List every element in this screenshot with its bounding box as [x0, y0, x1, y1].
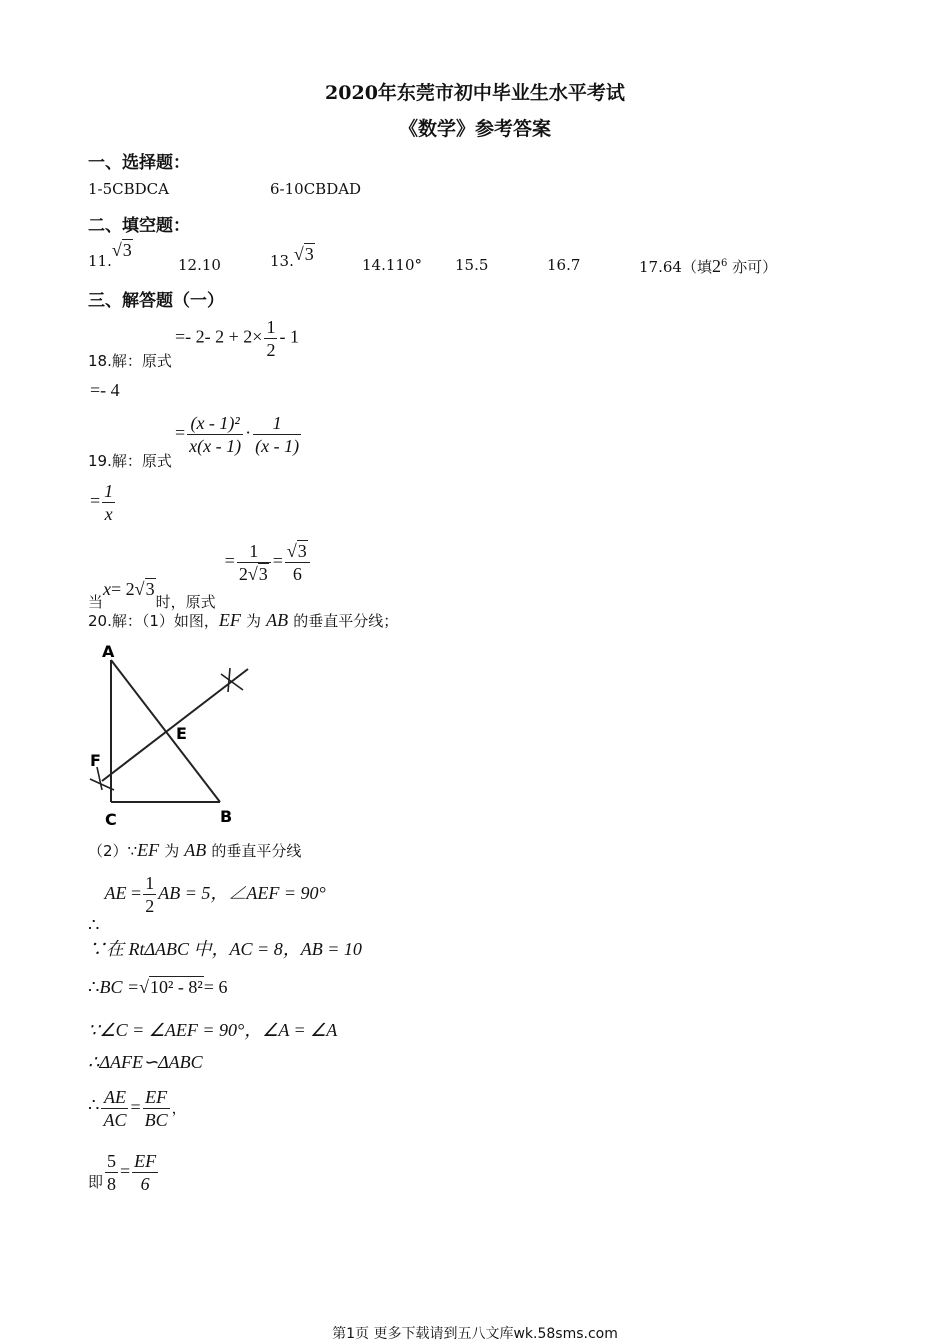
q19-simplified: = $\frac{1}{x}$	[90, 481, 114, 524]
then-text: 时，原式	[155, 592, 216, 611]
segment-ae: AE	[104, 883, 127, 903]
denominator-coef: 2	[238, 564, 248, 584]
denominator: AC	[103, 1110, 127, 1130]
p2-label: （2）∵	[88, 842, 138, 860]
label-c: C	[105, 810, 117, 829]
radicand: 3	[145, 578, 155, 599]
variable-x: x	[103, 578, 112, 599]
step-substitute: 即 $\frac{5}{8}$ = $\frac{EF}{6}$	[88, 1151, 157, 1194]
choice-answers-6-10: 6-10CBDAD	[270, 180, 362, 198]
document-subtitle: 《数学》参考答案	[398, 118, 551, 140]
therefore-symbol: ∴	[88, 977, 100, 997]
arc-mark-top-2	[228, 668, 230, 692]
q19-value-fraction-2: $\frac{√3}{6}$	[285, 540, 310, 585]
answer-17-base: 2	[711, 256, 721, 276]
step-angles: ∵∠C = ∠AEF = 90°，∠A = ∠A	[88, 1020, 338, 1040]
label-e: E	[176, 724, 187, 743]
fill-answer-17	[639, 256, 777, 277]
q19-fraction-1	[187, 412, 243, 457]
step-similar: ∴ΔAFE∽ΔABC	[88, 1052, 203, 1072]
q18-label: 18.解：原式	[88, 352, 172, 370]
q18-expr-part: - 1	[279, 326, 299, 347]
answer-17-suffix: 亦可）	[732, 258, 778, 276]
q19-expression: = $\frac{\text{(x - 1)²}}{x(x - 1)}$ · $\frac{1}{(x - 1)}$	[175, 413, 300, 456]
segment-ab: AB	[184, 840, 207, 860]
label-b: B	[220, 807, 233, 826]
denominator: 8	[107, 1174, 117, 1194]
radicand: 3	[297, 541, 307, 561]
answer-number: 11.	[88, 252, 112, 270]
segment-ef: EF	[218, 610, 241, 630]
numerator: EF	[134, 1151, 157, 1171]
q18-fraction	[264, 316, 277, 361]
q18-expr-part: =- 2- 2 + 2×	[175, 326, 263, 347]
side-ab	[111, 660, 220, 802]
numerator: 1	[237, 540, 271, 563]
text-wei: 为	[164, 842, 180, 860]
segment-ab: AB	[266, 610, 289, 630]
answer-number: 13.	[270, 252, 294, 270]
fill-answer-16: 16.7	[547, 256, 581, 274]
step-bc-calc: ∴BC =√10² - 8²= 6	[88, 977, 228, 997]
ratio-ae-ac	[101, 1086, 128, 1131]
numerator: 5	[107, 1151, 117, 1171]
q19-evaluation: 当x= 2√3时，原式 = $\frac{1}{2√3}$ = $\frac{√3}{6}$	[88, 540, 312, 585]
numerator: 1	[253, 412, 301, 435]
equals-part: = 2	[111, 578, 135, 599]
comma: ，	[171, 1099, 187, 1117]
segment-ef: EF	[137, 840, 160, 860]
ab-equals-5: AB = 5	[158, 883, 211, 903]
numerator: AE	[101, 1086, 128, 1109]
numerator: 1	[104, 481, 114, 501]
when-text: 当	[88, 592, 104, 611]
denominator: 6	[292, 564, 302, 584]
q20-label: 20.解：（1）如图，	[88, 612, 219, 630]
denominator: 2	[145, 896, 155, 916]
dot-operator: ·	[245, 422, 252, 443]
q19-value-fraction: $\frac{1}{2√3}$	[237, 540, 271, 585]
radicand: 3	[304, 244, 314, 264]
triangle-diagram	[80, 638, 270, 833]
step-ratio: ∴ $\frac{AE}{AC}$ = $\frac{EF}{BC}$ ，	[88, 1087, 187, 1130]
answer-17-exponent: 6	[720, 258, 728, 269]
text-wei: 为	[246, 612, 262, 630]
numerator: 1	[266, 317, 276, 337]
step-ae-half-ab: ∴ AE = $\frac{1}{2}$ AB = 5，∠AEF = 90°	[88, 873, 326, 935]
bc-equals: BC =	[99, 977, 140, 997]
numerator: EF	[143, 1086, 170, 1109]
radicand: 3	[258, 564, 268, 584]
q20-part1	[88, 610, 398, 631]
denominator: BC	[144, 1110, 168, 1130]
angle-aef: ，∠AEF = 90°	[210, 883, 326, 903]
q20-rest: 的垂直平分线；	[293, 612, 399, 630]
fill-answer-15: 15.5	[455, 256, 489, 274]
ratio-ef-6	[132, 1150, 158, 1195]
fill-answer-14: 14.110°	[362, 256, 422, 274]
answer-17-prefix: 17.64（填	[639, 258, 712, 276]
perpendicular-bisector-line	[102, 669, 248, 781]
ji-text: 即	[88, 1173, 104, 1191]
radicand: 10² - 8²	[150, 977, 203, 997]
half-fraction	[143, 872, 156, 917]
section-heading-fill: 二、填空题：	[88, 216, 190, 236]
page-footer: 第1页 更多下载请到五八文库wk.58sms.com	[332, 1326, 618, 1342]
step-right-triangle: ∵在 RtΔABC 中，AC = 8，AB = 10	[88, 939, 362, 959]
ratio-ef-bc	[143, 1086, 170, 1131]
denominator: x	[104, 504, 113, 524]
fill-answer-12: 12.10	[178, 256, 221, 274]
denominator: 6	[140, 1174, 150, 1194]
section-heading-choice: 一、选择题：	[88, 153, 190, 173]
therefore-symbol: ∴	[88, 1095, 100, 1115]
q19-fraction-2	[253, 412, 301, 457]
fill-answer-11: 11.√3	[88, 240, 132, 270]
denominator: (x - 1)	[255, 436, 300, 456]
q19-label: 19.解：原式	[88, 452, 172, 470]
q18-result: =- 4	[90, 380, 120, 400]
label-a: A	[102, 642, 115, 661]
denominator: x(x - 1)	[189, 436, 242, 456]
radicand: 3	[122, 240, 132, 260]
therefore-symbol: ∴	[88, 915, 100, 935]
fill-answer-13: 13.√3	[270, 244, 314, 270]
q18-expression	[175, 316, 299, 361]
q20-part2	[88, 840, 301, 861]
choice-answers-1-5: 1-5CBDCA	[88, 180, 169, 198]
p2-rest: 的垂直平分线	[211, 842, 302, 860]
label-f: F	[90, 751, 101, 770]
ratio-5-8	[105, 1150, 118, 1195]
numerator: 1	[145, 873, 155, 893]
section-heading-solve: 三、解答题（一）	[88, 291, 224, 311]
denominator: 2	[266, 340, 276, 360]
bc-result: = 6	[203, 977, 228, 997]
document-title: 2020年东莞市初中毕业生水平考试	[325, 82, 625, 104]
q19-result-fraction	[102, 480, 115, 525]
numerator: (x - 1)²	[187, 412, 243, 435]
arc-mark-bottom-2	[97, 767, 102, 790]
